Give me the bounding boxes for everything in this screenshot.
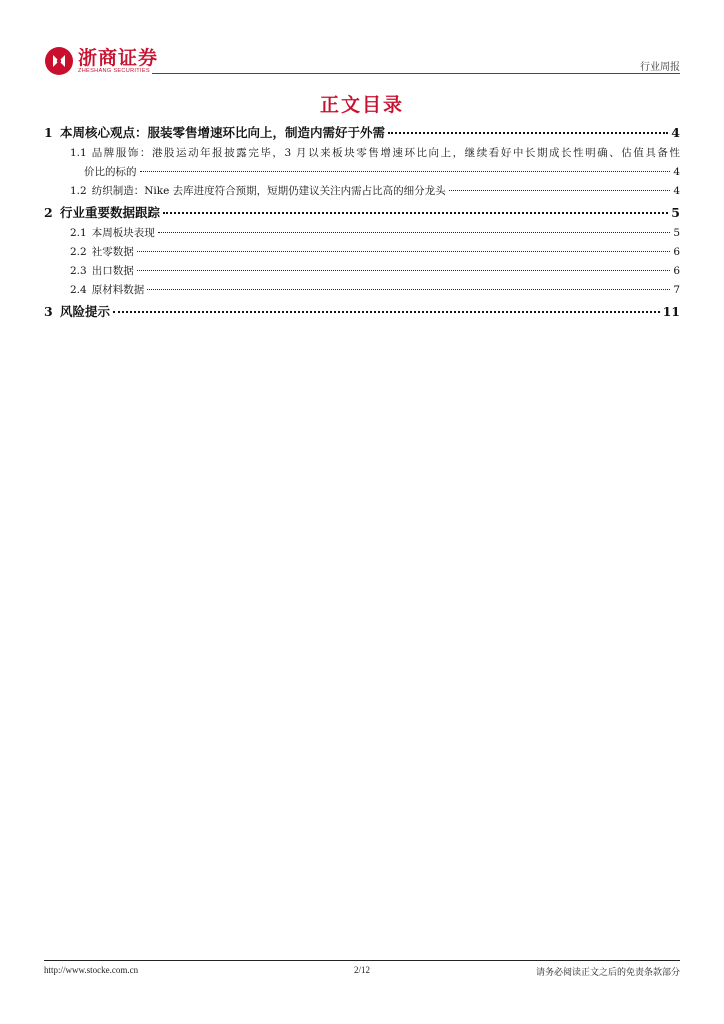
- toc-entry-2-3[interactable]: [44, 262, 680, 281]
- toc-entry-1-2[interactable]: [44, 182, 680, 201]
- toc-entry-1-1[interactable]: [44, 144, 680, 182]
- zheshang-logo-icon: [44, 46, 74, 76]
- toc-entry-number: 2.1: [70, 227, 87, 239]
- dot-leader: [388, 132, 668, 134]
- dot-leader: [163, 212, 668, 214]
- toc-entry-title: 本周核心观点：服装零售增速环比向上，制造内需好于外需: [60, 125, 386, 140]
- toc-entry-title-line2: 价比的标的: [84, 166, 137, 178]
- page-header: [44, 44, 680, 78]
- toc-entry-2[interactable]: [44, 201, 680, 224]
- toc-entry-number: 1: [44, 125, 53, 140]
- toc-entry-title: 风险提示: [60, 304, 111, 319]
- header-divider: [152, 73, 680, 74]
- table-of-contents: [44, 121, 680, 323]
- company-logo: [44, 44, 158, 78]
- dot-leader: [137, 251, 671, 252]
- toc-entry-number: 2.3: [70, 265, 87, 277]
- toc-entry-title-line1: 品牌服饰：港股运动年报披露完毕，3 月以来板块零售增速环比向上，继续看好中长期成长性明确、估值具备性: [91, 147, 680, 159]
- footer-divider: [44, 960, 680, 961]
- toc-entry-title: 社零数据: [91, 246, 134, 258]
- toc-entry-page: 7: [673, 284, 680, 296]
- toc-entry-page: 4: [671, 125, 680, 140]
- dot-leader: [449, 190, 671, 191]
- dot-leader: [158, 232, 671, 233]
- footer-website-link[interactable]: http://www.stocke.com.cn: [44, 965, 139, 975]
- toc-entry-title: 原材料数据: [91, 284, 145, 296]
- toc-entry-3[interactable]: [44, 300, 680, 323]
- toc-entry-1[interactable]: [44, 121, 680, 144]
- logo-chinese-name: 浙商证券: [78, 46, 159, 69]
- dot-leader: [137, 270, 671, 271]
- toc-entry-number: 3: [44, 304, 53, 319]
- dot-leader: [140, 171, 671, 172]
- toc-entry-page: 6: [673, 265, 680, 277]
- toc-heading: 正文目录: [319, 94, 404, 116]
- toc-entry-number: 1.1: [70, 147, 87, 159]
- toc-entry-page: 5: [673, 227, 680, 239]
- dot-leader: [113, 311, 660, 313]
- toc-entry-number: 2: [44, 205, 53, 220]
- toc-entry-2-1[interactable]: [44, 224, 680, 243]
- toc-entry-title: 行业重要数据跟踪: [60, 205, 161, 220]
- toc-entry-page: 11: [662, 304, 680, 319]
- toc-entry-page: 6: [673, 246, 680, 258]
- toc-entry-page: 5: [671, 205, 680, 220]
- footer-page-number: 2/12: [353, 965, 370, 975]
- toc-entry-number: 1.2: [70, 185, 87, 197]
- toc-entry-title: 纺织制造：Nike 去库进度符合预期，短期仍建议关注内需占比高的细分龙头: [91, 185, 446, 197]
- toc-entry-number: 2.4: [70, 284, 87, 296]
- document-type-label: 行业周报: [640, 62, 680, 73]
- toc-entry-page: 4: [673, 166, 680, 178]
- toc-entry-page: 4: [673, 185, 680, 197]
- footer-disclaimer: 请务必阅读正文之后的免责条款部分: [535, 968, 680, 978]
- toc-entry-title: 出口数据: [91, 265, 134, 277]
- toc-entry-2-4[interactable]: [44, 281, 680, 300]
- toc-entry-title: 本周板块表现: [91, 227, 155, 239]
- logo-english-name: ZHESHANG SECURITIES: [78, 67, 150, 74]
- dot-leader: [147, 289, 670, 290]
- toc-entry-number: 2.2: [70, 246, 87, 258]
- toc-entry-2-2[interactable]: [44, 243, 680, 262]
